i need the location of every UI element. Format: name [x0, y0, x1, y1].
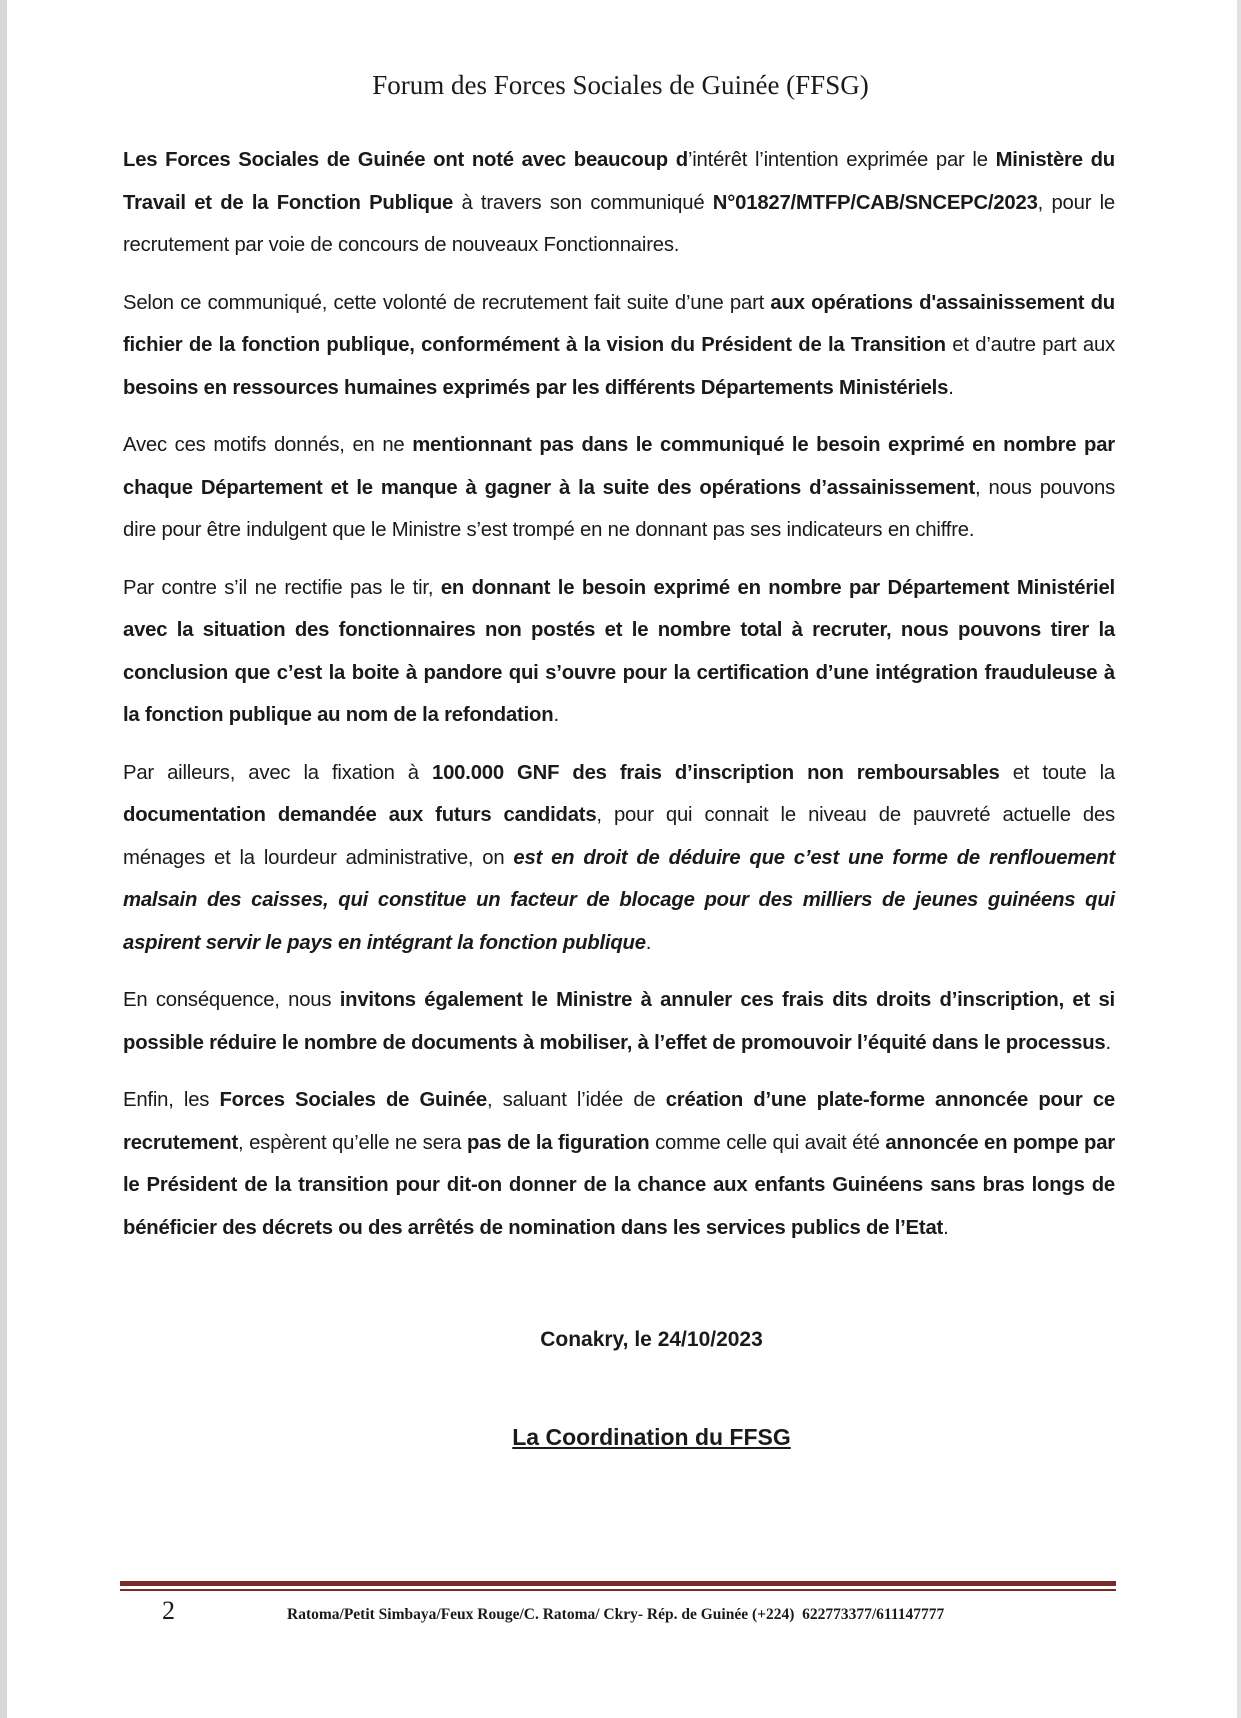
text-run: Ministère du Travail et de la Fonction Publique: [123, 149, 1115, 214]
text-run: , pour le recrutement par voie de concours de nouveaux Fonctionnaires.: [123, 191, 1115, 256]
text-run: comme celle qui avait été: [649, 1131, 886, 1154]
text-run: aux opérations d'assainissement du fichier de la fonction publique, conformément à la vision du Président de la Transition: [123, 291, 1115, 356]
text-run: à travers son communiqué: [453, 191, 713, 214]
text-run: Avec ces motifs donnés, en ne: [123, 434, 413, 456]
text-run: annoncée en pompe par le Président de la transition pour dit-on donner de la chance aux enfants Guinéens sans bras longs de bénéficier des décrets ou des arrêtés de nomination dans les services publics de l’Etat: [123, 1131, 1115, 1239]
text-run: .: [553, 704, 559, 726]
text-run: .: [948, 376, 954, 399]
text-run: Forces Sociales de Guinée: [219, 1089, 488, 1111]
text-run: en donnant le besoin exprimé en nombre par Département Ministériel avec la situation des fonctionnaires non postés et le nombre total à recruter, nous pouvons tirer la conclusion que c’est la boite à pandore qui s’ouvre pour la certification d’une intégration frauduleuse à la fonction publique au nom de la refondation: [123, 576, 1115, 726]
paragraph: [123, 567, 1115, 737]
footer-page-number: 2: [162, 1596, 175, 1625]
footer-address: Ratoma/Petit Simbaya/Feux Rouge/C. Ratoma/ Ckry- Rép. de Guinée (+224) 622773377/611147777: [287, 1606, 945, 1623]
paragraph: [123, 424, 1115, 552]
text-run: mentionnant pas dans le communiqué le besoin exprimé en nombre par chaque Département et le manque à gagner à la suite des opérations d’assainissement: [123, 434, 1115, 499]
text-run: , saluant l’idée de: [487, 1089, 666, 1111]
text-run: Par ailleurs, avec la fixation à: [123, 761, 433, 784]
text-run: et toute la: [999, 761, 1115, 784]
text-run: Par contre s’il ne rectifie pas le tir,: [123, 576, 441, 599]
text-run: besoins en ressources humaines exprimés par les différents Départements Ministériels: [123, 376, 949, 399]
text-run: .: [943, 1216, 949, 1239]
paragraph: [123, 139, 1115, 267]
text-run: invitons également le Ministre à annuler ces frais dits droits d’inscription, et si possible réduire le nombre de documents à mobiliser, à l’effet de promouvoir l’équité dans le processus: [123, 989, 1115, 1054]
closing-place-date: Conakry, le 24/10/2023: [540, 1328, 763, 1351]
text-run: et d’autre part aux: [945, 334, 1115, 356]
text-run: 100.000 GNF des frais d’inscription non remboursables: [432, 761, 1000, 784]
text-run: , nous pouvons dire pour être indulgent que le Ministre s’est trompé en ne donnant pas ses indicateurs en chiffre.: [123, 476, 1116, 541]
text-run: , pour qui connait le niveau de pauvreté actuelle des ménages et la lourdeur administrative, on: [123, 804, 1115, 869]
paragraph: [123, 1079, 1115, 1249]
text-run: .: [1105, 1031, 1111, 1054]
text-run: ’intérêt l’intention exprimée par le: [687, 149, 996, 171]
text-run: Enfin, les: [123, 1089, 220, 1111]
footer-rule: [120, 1581, 1116, 1586]
page-header-title: Forum des Forces Sociales de Guinée (FFSG): [372, 70, 869, 100]
text-run: En conséquence, nous: [123, 989, 340, 1011]
closing-signature: La Coordination du FFSG: [512, 1424, 791, 1450]
document-body: [123, 139, 1115, 1264]
text-run: est en droit de déduire que c’est une forme de renflouement malsain des caisses, qui constitue un facteur de blocage pour des milliers de jeunes guinéens qui aspirent servir le pays en intégrant la fonction publique: [123, 846, 1116, 954]
text-run: documentation demandée aux futurs candidats: [123, 804, 597, 826]
paragraph: [123, 979, 1115, 1064]
footer-rule-thin: [120, 1589, 1116, 1591]
paragraph: [123, 752, 1115, 965]
text-run: .: [645, 931, 652, 954]
text-run: Selon ce communiqué, cette volonté de recrutement fait suite d’une part: [123, 291, 771, 314]
text-run: pas de la figuration: [466, 1131, 650, 1154]
text-run: , espèrent qu’elle ne sera: [238, 1131, 467, 1154]
text-run: Les Forces Sociales de Guinée ont noté avec beaucoup d: [123, 149, 688, 171]
page-edge-right: [1237, 0, 1241, 1718]
text-run: N°01827/MTFP/CAB/SNCEPC/2023: [712, 191, 1038, 214]
paragraph: [123, 282, 1115, 410]
text-run: création d’une plate-forme annoncée pour ce recrutement: [123, 1089, 1116, 1154]
page-edge-left: [0, 0, 7, 1718]
